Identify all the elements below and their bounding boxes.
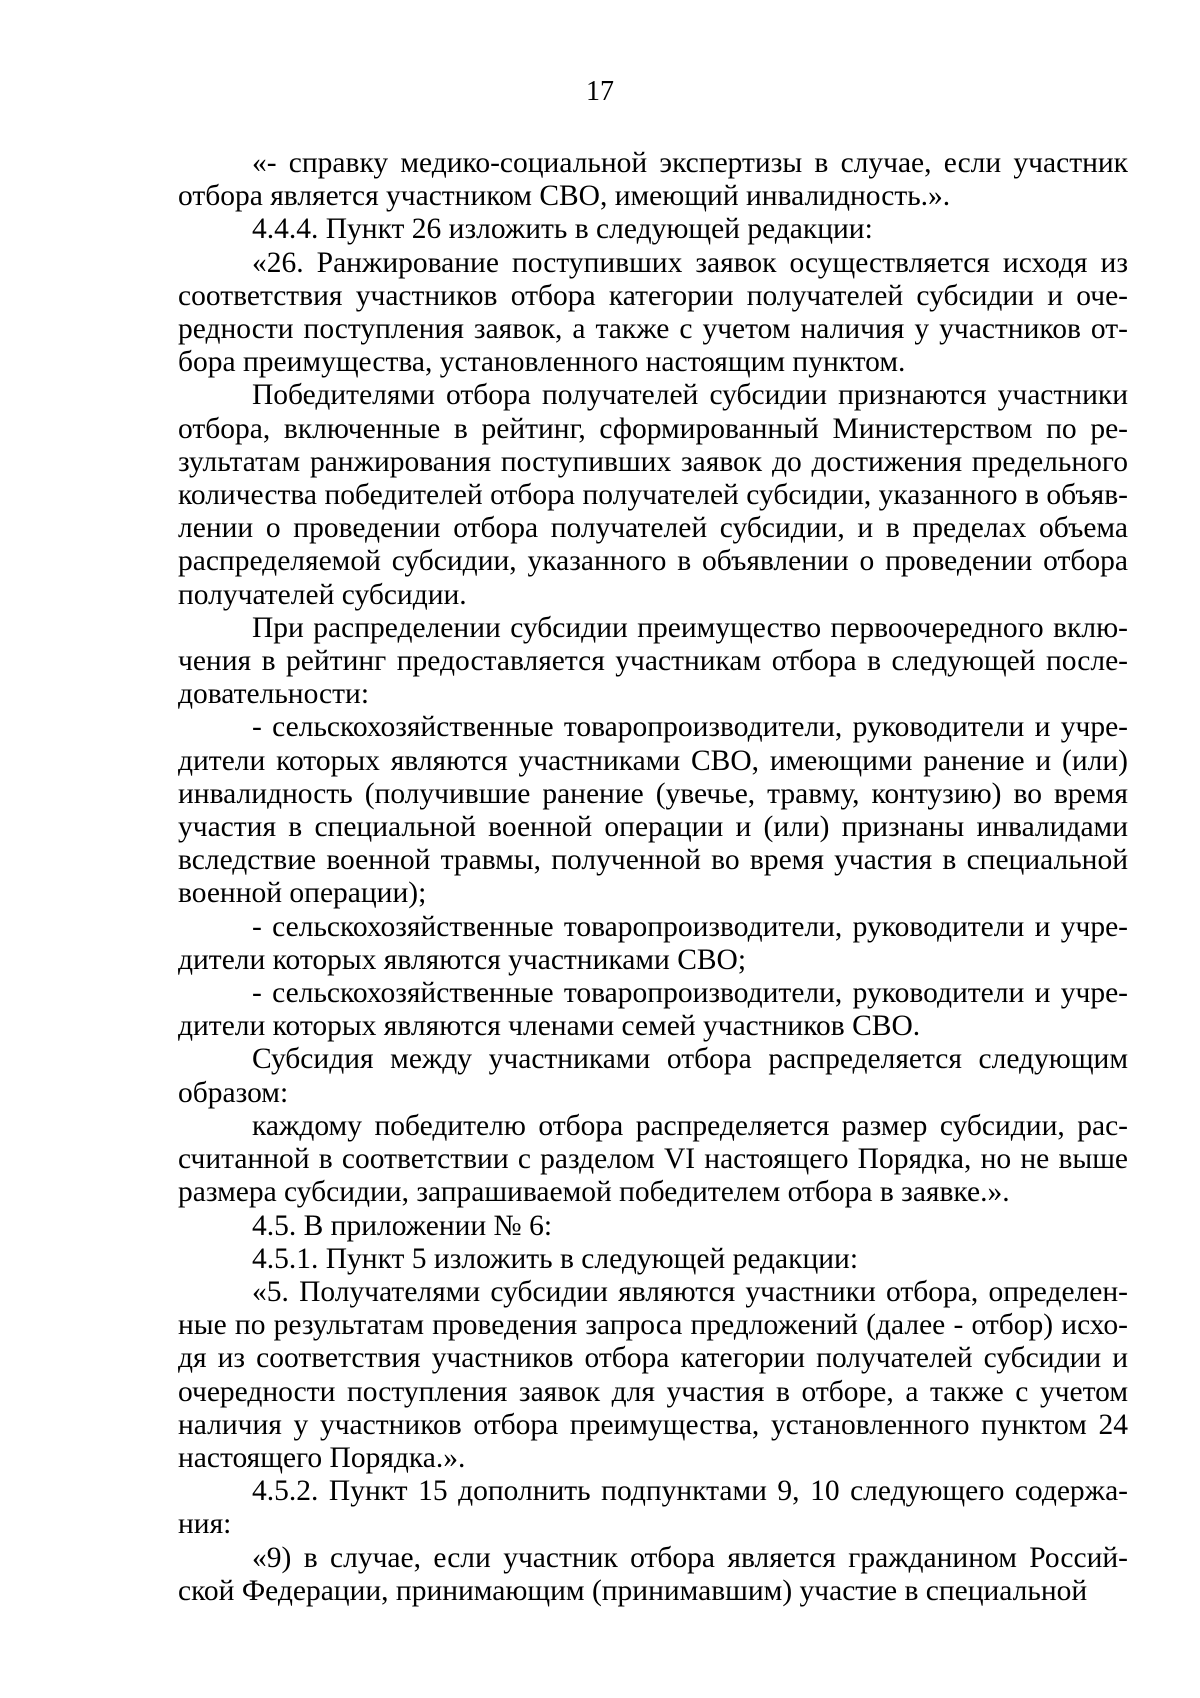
paragraph-ranking: «26. Ранжирование поступивших заявок осуществляется исходя из соответствия участников отбора категории получателей субсидии и очередности поступления заявок, а также с учетом наличия у участников отбора преимущества, установленного настоящим пунктом. xyxy=(178,246,1128,379)
paragraph-subsidy-distribution: Субсидия между участниками отбора распределяется следующим образом: xyxy=(178,1043,1128,1109)
document-body xyxy=(178,147,1128,1608)
list-item-family-members: - сельскохозяйственные товаропроизводители, руководители и учредители которых являются членами семей участников СВО. xyxy=(178,977,1128,1043)
list-item-wounded-participants: - сельскохозяйственные товаропроизводители, руководители и учредители которых являются участниками СВО, имеющими ранение и (или) инвалидность (получившие ранение (увечье, травму, контузию) во время участия в специальной военной операции и (или) признаны инвалидами вследствие военной травмы, полученной во время участия в специальной военной операции); xyxy=(178,711,1128,910)
paragraph-4-5-1: 4.5.1. Пункт 5 изложить в следующей редакции: xyxy=(252,1242,859,1275)
paragraph-priority: При распределении субсидии преимущество первоочередного включения в рейтинг предоставляется участникам отбора в следующей последовательности: xyxy=(178,611,1128,711)
paragraph-recipients: «5. Получателями субсидии являются участники отбора, определенные по результатам проведения запроса предложений (далее - отбор) исходя из соответствия участников отбора категории получателей субсидии и очередности поступления заявок для участия в отборе, а также с учетом наличия у участников отбора преимущества, установленного пунктом 24 настоящего Порядка.». xyxy=(178,1275,1128,1474)
paragraph-winners: Победителями отбора получателей субсидии признаются участники отбора, включенные в рейтинг, сформированный Министерством по результатам ранжирования поступивших заявок до достижения предельного количества победителей отбора получателей субсидии, указанного в объявлении о проведении отбора получателей субсидии, и в пределах объема распределяемой субсидии, указанного в объявлении о проведении отбора получателей субсидии. xyxy=(178,379,1128,611)
paragraph-4-4-4: 4.4.4. Пункт 26 изложить в следующей редакции: xyxy=(252,213,873,246)
paragraph-4-5: 4.5. В приложении № 6: xyxy=(252,1209,553,1242)
list-item-svo-participants: - сельскохозяйственные товаропроизводители, руководители и учредители которых являются участниками СВО; xyxy=(178,910,1128,976)
paragraph-each-winner: каждому победителю отбора распределяется размер субсидии, рассчитанной в соответствии с разделом VI настоящего Порядка, но не выше размера субсидии, запрашиваемой победителем отбора в заявке.». xyxy=(178,1109,1128,1209)
paragraph-medical-certificate: «- справку медико-социальной экспертизы в случае, если участник отбора является участником СВО, имеющий инвалидность.». xyxy=(178,147,1128,213)
page-number: 17 xyxy=(586,76,614,107)
paragraph-4-5-2: 4.5.2. Пункт 15 дополнить подпунктами 9, 10 следующего содержания: xyxy=(178,1475,1128,1541)
paragraph-subpoint-9: «9) в случае, если участник отбора является гражданином Российской Федерации, принимающим (принимавшим) участие в специальной xyxy=(178,1541,1128,1607)
